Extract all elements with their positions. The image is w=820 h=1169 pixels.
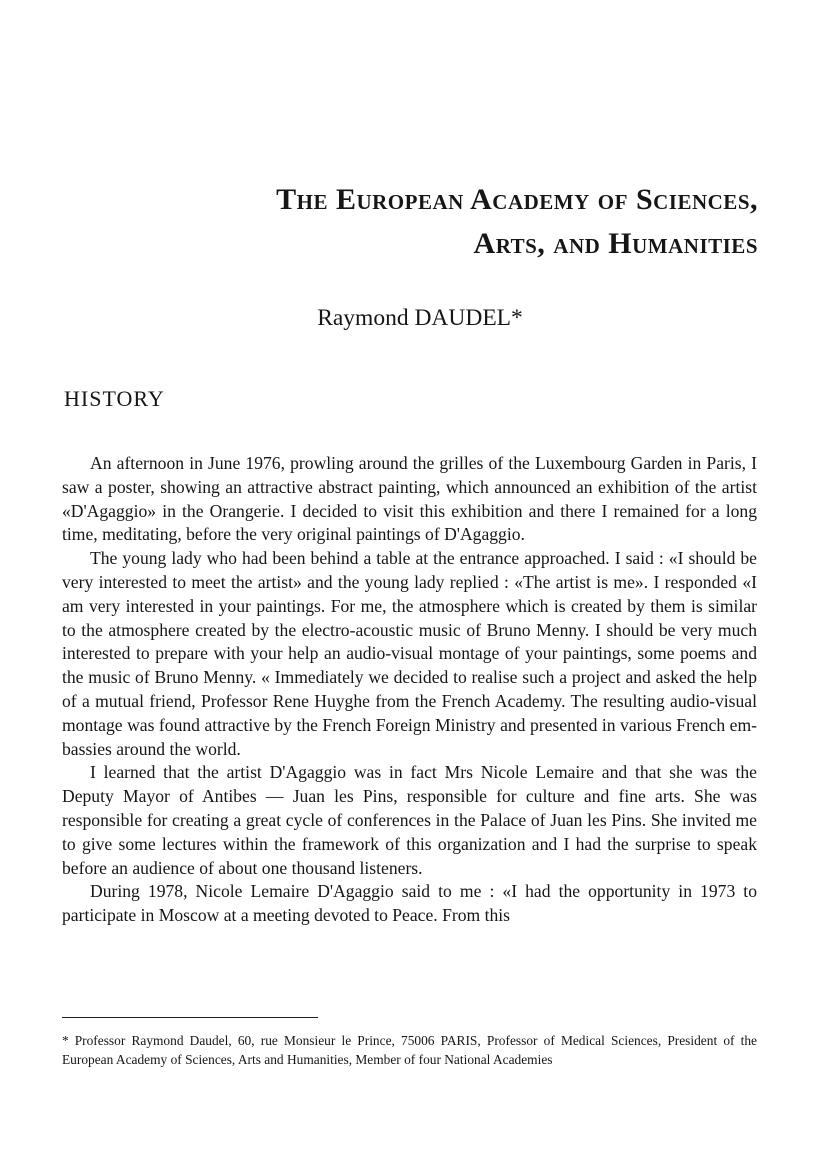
paragraph-2: The young lady who had been behind a table at the entrance approached. I said : «I should be very interested to meet the artist» and the young lady replied : «The artist is me». I responded «I am very interested in your paintings. For me, the atmosphere which is created by them is similar to the atmosphere created by the electro-acoustic music of Bruno Menny. I should be very much interested to prepare with your help an audio-visual montage of your paintings, some poems and the music of Bruno Menny. « Immediately we decided to realise such a project and asked the help of a mutual friend, Professor Rene Huyghe from the French Academy. The resulting audio-visual montage was found attractive by the French Foreign Ministry and presented in various French embassies around the world. xyxy=(62,548,757,759)
paragraph-4: During 1978, Nicole Lemaire D'Agaggio said to me : «I had the opportunity in 1973 to participate in Moscow at a meeting devoted to Peace. From this xyxy=(62,881,757,926)
section-heading: HISTORY xyxy=(64,386,165,411)
author-line xyxy=(0,303,820,333)
body-text xyxy=(62,452,757,928)
footnote-text: Professor Raymond Daudel, 60, rue Monsieur le Prince, 75006 PARIS, Professor of Medical Sciences, President of the European Academy of Sciences, Arts and Humanities, Member of four National Academies xyxy=(62,1033,757,1067)
footnote-divider xyxy=(62,1017,318,1018)
author-name: Raymond DAUDEL* xyxy=(317,305,523,331)
title-line-2: Arts, and Humanities xyxy=(473,227,758,260)
article-title xyxy=(138,178,758,266)
title-line-1: The European Academy of Sciences, xyxy=(276,183,758,216)
paragraph-3: I learned that the artist D'Agaggio was in fact Mrs Nicole Lemaire and that she was the Deputy Mayor of Antibes — Juan les Pins, responsible for culture and fine arts. She was responsible for creating a great cycle of conferences in the Palace of Juan les Pins. She invited me to give some lectures within the framework of this organization and I had the surprise to speak before an audience of about one thousand listeners. xyxy=(62,762,757,878)
footnote xyxy=(62,1031,757,1069)
paragraph-1: An afternoon in June 1976, prowling around the grilles of the Luxembourg Garden in Paris, I saw a poster, showing an attractive abstract painting, which announced an exhibition of the artist «D'Agaggio» in the Orangerie. I decided to visit this exhibition and there I remained for a long time, meditating, before the very original paintings of D'Agaggio. xyxy=(62,453,757,545)
footnote-mark: * xyxy=(62,1033,69,1048)
